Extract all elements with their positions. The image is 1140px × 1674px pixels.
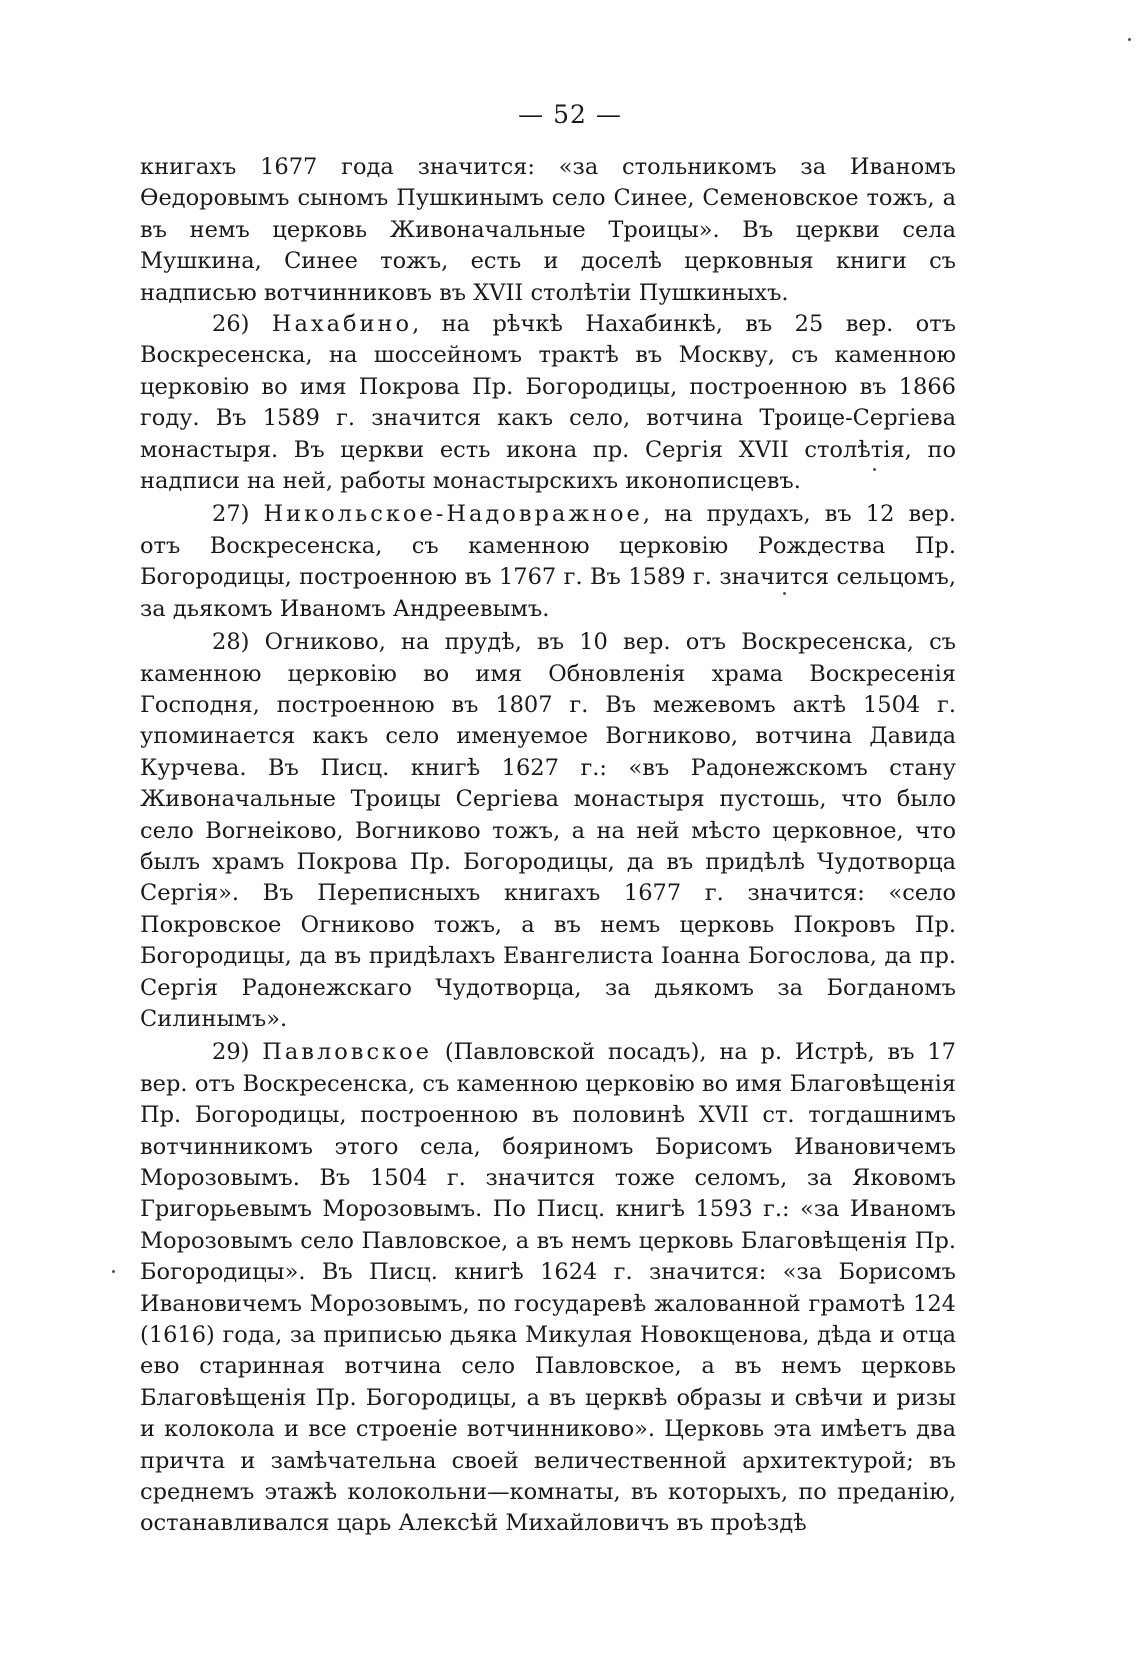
continuation-paragraph: книгахъ 1677 года значится: «за стольникомъ за Иваномъ Өедоровымъ сыномъ Пушкинымъ село Синее, Семеновское тожъ, а въ немъ церковь Живоначальные Троицы». Въ церкви села Мушкина, Синее тожъ, есть и доселѣ церковныя книги съ надписью вотчинниковъ въ XVII столѣтіи Пушкиныхъ. bbox=[140, 154, 956, 306]
entry-26 bbox=[140, 309, 956, 497]
entry-place-name: Павловское bbox=[262, 1039, 432, 1066]
entry-28 bbox=[140, 627, 956, 1035]
page-number: — 52 — bbox=[518, 100, 622, 129]
entry-place-name: Никольское-Надовражное bbox=[263, 501, 643, 528]
entry-text: , на прудахъ, въ 12 вер. отъ Воскресенска, съ каменною церковію Рождества Пр. Богородицы, построенною въ 1767 г. Въ 1589 г. значится сельцомъ, за дьякомъ Иваномъ Андреевымъ. bbox=[140, 501, 956, 622]
entry-number: 26) bbox=[212, 311, 250, 338]
entry-27 bbox=[140, 499, 956, 625]
scan-speck bbox=[1128, 38, 1131, 41]
scan-speck bbox=[783, 592, 786, 595]
entry-text: , на рѣчкѣ Нахабинкѣ, въ 25 вер. отъ Воскресенска, на шоссейномъ трактѣ въ Москву, съ каменною церковію во имя Покрова Пр. Богородицы, построенною въ 1866 году. Въ 1589 г. значится какъ село, вотчина Троице-Сергіева монастыря. Въ церкви есть икона пр. Сергія XVII столѣтія, по надписи на ней, работы монастырскихъ иконописцевъ. bbox=[140, 311, 956, 495]
entry-number: 29) bbox=[212, 1039, 250, 1066]
entry-place-name: Огниково bbox=[264, 629, 379, 656]
page-body bbox=[140, 152, 956, 1540]
entry-text: , на прудѣ, въ 10 вер. отъ Воскресенска, съ каменною церковію во имя Обновленія храма Воскресенія Господня, построенною въ 1807 г. Въ межевомъ актѣ 1504 г. упоминается какъ село именуемое Вогниково, вотчина Давида Курчева. Въ Писц. книгѣ 1627 г.: «въ Радонежскомъ стану Живоначальные Троицы Сергіева монастыря пустошь, что было село Вогнеіково, Вогниково тожъ, а на ней мѣсто церковное, что былъ храмъ Покрова Пр. Богородицы, да въ придѣлѣ Чудотворца Сергія». Въ Переписныхъ книгахъ 1677 г. значится: «село Покровское Огниково тожъ, а въ немъ церковь Покровъ Пр. Богородицы, да въ придѣлахъ Евангелиста Іоанна Богослова, да пр. Сергія Радонежскаго Чудотворца, за дьякомъ за Богданомъ Силинымъ». bbox=[140, 629, 956, 1032]
entry-number: 27) bbox=[212, 501, 250, 528]
entry-place-name: Нахабино bbox=[271, 311, 413, 338]
scan-speck bbox=[873, 468, 876, 471]
scan-speck bbox=[112, 1270, 115, 1273]
entry-number: 28) bbox=[212, 629, 250, 656]
entry-text: (Павловской посадъ), на р. Истрѣ, въ 17 вер. отъ Воскресенска, съ каменною церковію во имя Благовѣщенія Пр. Богородицы, построенною въ половинѣ XVII ст. тогдашнимъ вотчинникомъ этого села, бояриномъ Борисомъ Ивановичемъ Морозовымъ. Въ 1504 г. значится тоже селомъ, за Яковомъ Григорьевымъ Морозовымъ. По Писц. книгѣ 1593 г.: «за Иваномъ Морозовымъ село Павловское, а въ немъ церковь Благовѣщенія Пр. Богородицы». Въ Писц. книгѣ 1624 г. значится: «за Борисомъ Ивановичемъ Морозовымъ, по государевѣ жалованной грамотѣ 124 (1616) года, за приписью дьяка Микулая Новокщенова, дѣда и отца ево старинная вотчина село Павловское, а въ немъ церковь Благовѣщенія Пр. Богородицы, а въ церквѣ образы и свѣчи и ризы и колокола и все строеніе вотчинниково». Церковь эта имѣетъ два причта и замѣчательна своей величественной архитектурой; въ среднемъ этажѣ колокольни—комнаты, въ которыхъ, по преданію, останавливался царь Алексѣй Михайловичъ въ проѣздѣ bbox=[140, 1039, 956, 1537]
entry-29 bbox=[140, 1037, 956, 1540]
